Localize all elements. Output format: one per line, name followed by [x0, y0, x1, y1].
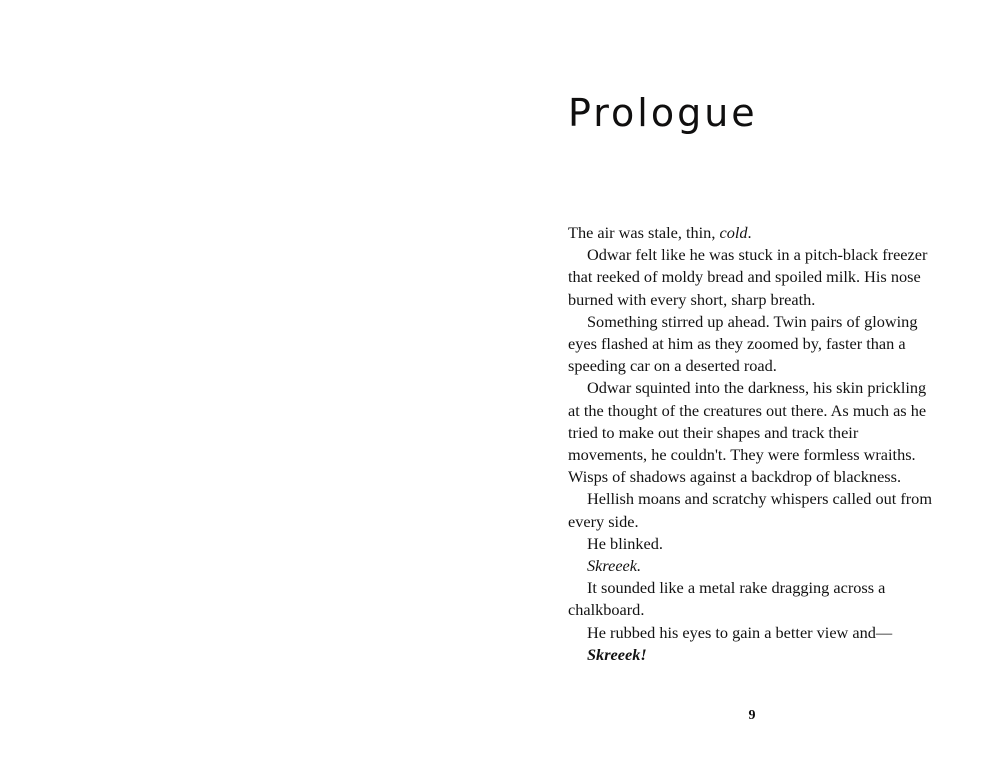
text-run: It sounded like a metal rake dragging across a chalkboard.: [568, 578, 886, 620]
text-run: Hellish moans and scratchy whispers called out from every side.: [568, 489, 932, 531]
body-paragraph: [568, 555, 936, 577]
body-paragraph: [568, 222, 936, 244]
text-run: .: [747, 223, 752, 242]
chapter-title: Prologue: [568, 91, 758, 135]
text-run: He blinked.: [587, 533, 663, 553]
body-paragraph: [568, 488, 936, 532]
body-paragraph: [568, 533, 936, 555]
body-paragraph: [568, 377, 936, 488]
body-paragraph: [568, 644, 936, 666]
body-paragraph: [568, 622, 936, 644]
body-paragraph: [568, 311, 936, 378]
body-paragraph: [568, 577, 936, 621]
body-text: [568, 222, 936, 666]
page-number: 9: [748, 708, 756, 723]
text-run: Something stirred up ahead. Twin pairs of glowing eyes flashed at him as they zoomed by, faster than a speeding car on a deserted road.: [568, 311, 918, 376]
body-paragraph: [568, 244, 936, 311]
italic-run: Skreeek.: [587, 556, 642, 576]
bold-italic-run: Skreeek!: [587, 644, 647, 664]
text-run: Odwar felt like he was stuck in a pitch-black freezer that reeked of moldy bread and spoiled milk. His nose burned with every short, sharp breath.: [568, 245, 928, 309]
text-run: Odwar squinted into the darkness, his skin prickling at the thought of the creatures out there. As much as he tried to make out their shapes and track their movements, he couldn't. They were formless wraiths. Wisps of shadows against a backdrop of blackness.: [568, 378, 927, 487]
text-run: The air was stale, thin,: [568, 223, 720, 242]
italic-run: cold: [719, 223, 748, 242]
text-run: He rubbed his eyes to gain a better view and—: [587, 622, 893, 642]
